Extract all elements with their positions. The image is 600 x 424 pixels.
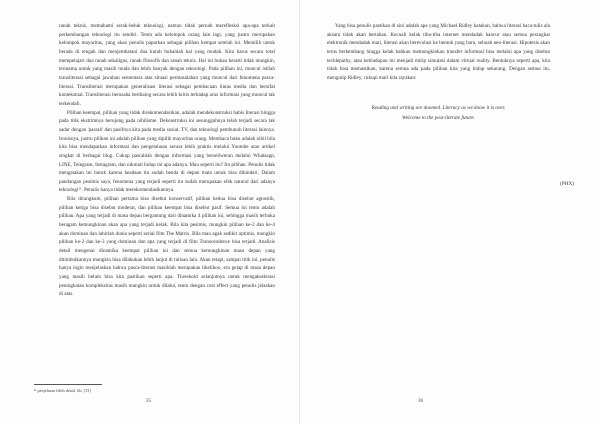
closing-quote [327,103,550,123]
paragraph: Pilihan keempat, pilihan yang tidak direkomendasikan, adalah mendekonstruksi habis literasi hingga pada titik ekstrimnya berujung pada nihilisme. Dekonstruksi ini sesungguhnya telah terjadi secara tak sadar dengan 'pasrah' dan pasifnya kita pada media sosial, TV, dan teknologi pembunuh literasi lainnya. Ironisnya, justru pilihan ini adalah pilihan yang dipilih mayoritas orang. Membaca buku adalah nihil bila kita bisa mendapatkan informasi dan pengetahuan secara lebih praktis melalui Youtube atau artikel singkat di berbagai blog. Cukup pasrahlah dengan informasi yang berseliweran melalui Whatsapp, LINE, Telegram, Instagram, dan nikmati hidup ini apa adanya. Mau seperti itu? Itu pilihan. Penulis tidak mengatakan ini buruk karena keadaan itu sudah benda di depan mata untuk bisa dihindari. Dalam pandangan pesimis saya, fenomena yang terjadi seperti itu sudah merupakan efek natural dari adanya teknologi¹¹. Penulis hanya tidak merekomendasikannya. [59,109,275,194]
author-signature: (PHX) [560,181,574,187]
page-number: 36 [418,399,423,404]
paragraph: Bila dirangkum, pilihan pertama bisa disebut konservatif, pilihan kedua bisa disebut agnostik, pilihan ketiga bisa disebut moderat, dan pilihan keempat bisa disebut pasif. Semua ini tentu adalah pilihan. Apa yang terjadi di masa depan bergantung dari dinamika 4 pilihan ini, sehingga masih terbuka beragam kemungkinan akan apa yang terjadi kelak. Bila kita pesimis, mungkin pilihan ke-2 dan ke-4 akan dominan dan lahirlah dunia seperti serial film The Matrix. Bila mau agak sedikit optimis, mungkin pilihan ke-2 dan ke-3 yang dominan dan apa yang terjadi di film Transcendence bisa terjadi. Analisis detail mengenai dinamika keempat pilihan ini dan semua kemungkinan masa depan yang ditimbulkannya mungkin bisa dilakukan lebih lanjut di tulisan lain. Akan tetapi, sampai titik ini, penulis hanya ingin menjelaskan bahwa pasca-literasi masihlah merupakan likelihoo, era gelap di masa depan yang masih belum bisa kita pastikan seperti apa. Threshold selanjutnya untuk mengakselerasi peningkatan kompleksitas masih mungkin untuk dilalui, tentu dengan cost effect yang penulis jelaskan di atas. [59,196,275,298]
paragraph: ranah teknis, memahami serak-beluk teknologi, namun tidak pernah mereflesksi apa-apa terkait perkembangan teknologi itu sendiri. Tentu ada kelompok orang lain lagi, yang justru merupakan kelompok mayoritas, yang akan penulis paparkan sebagai pilihan kempat setelah ini. Memilih untuk berada di tengah dan menjembatani dua kutub bukanlah hal yang mudah. Kita harus secara total mempelajari dua ranah sekaligus, ranah filosofis dan ranah teknis. Hal ini bukan berarti tidak mungkin, terutama untuk yang masih muda dan lebih banyak dengan teknologi. Pada pilihan ini, muncul istilah transliterasi sebagai jawaban sementara atas situasi permasalahan yang muncul dari fenomena pasca-literasi. Transliterasi merupakan generalisasi literasi sebagai pembacaan lintas media dan bersifat kontekstual. Transliterasi berusaha berdialog secara lebih kritis terhadap arus informasi yang muncul tak terkendali. [59,23,275,107]
quote-line: Welcome to the post-literate future. [402,114,475,121]
right-page [300,0,600,424]
footnote: ¹¹ penjelasan lebih detail, lih. [13] [34,388,91,393]
footnote-divider [34,384,102,385]
right-page-text [327,22,550,123]
paragraph: Yang bisa penulis pastikan di sini adalah apa yang Michael Ridley katakan, bahwa literasi baca-tulis ala aksara tidak akan bertahan. Kecuali kelak tiba-tiba internet mendadak hancur atau semua perangkat elektronik mendadak mati, literasi akan berevolusi ke bentuk yang baru, sebuah neo-literasi. Hipotesis akan terus berkembang hingga kelak bahkan memungkinkan transfer informasi bisa melalui apa yang disebut techlepathy, atau kebiadupan ini menjadi mirip simulasi dalam virtual reality. Bentuknya seperti apa, kita tidak bisa memastikan, karena semua ada pada pilihan kita yang hidup sekarang. Dengan semua itu, mengutip Ridley, cukupi mari kita rayakan: [327,23,550,81]
quote-line: Reading and writing are doomed. Literacy as we know it is over. [371,104,506,111]
page-number: 35 [146,399,151,404]
left-page-text [59,22,275,299]
